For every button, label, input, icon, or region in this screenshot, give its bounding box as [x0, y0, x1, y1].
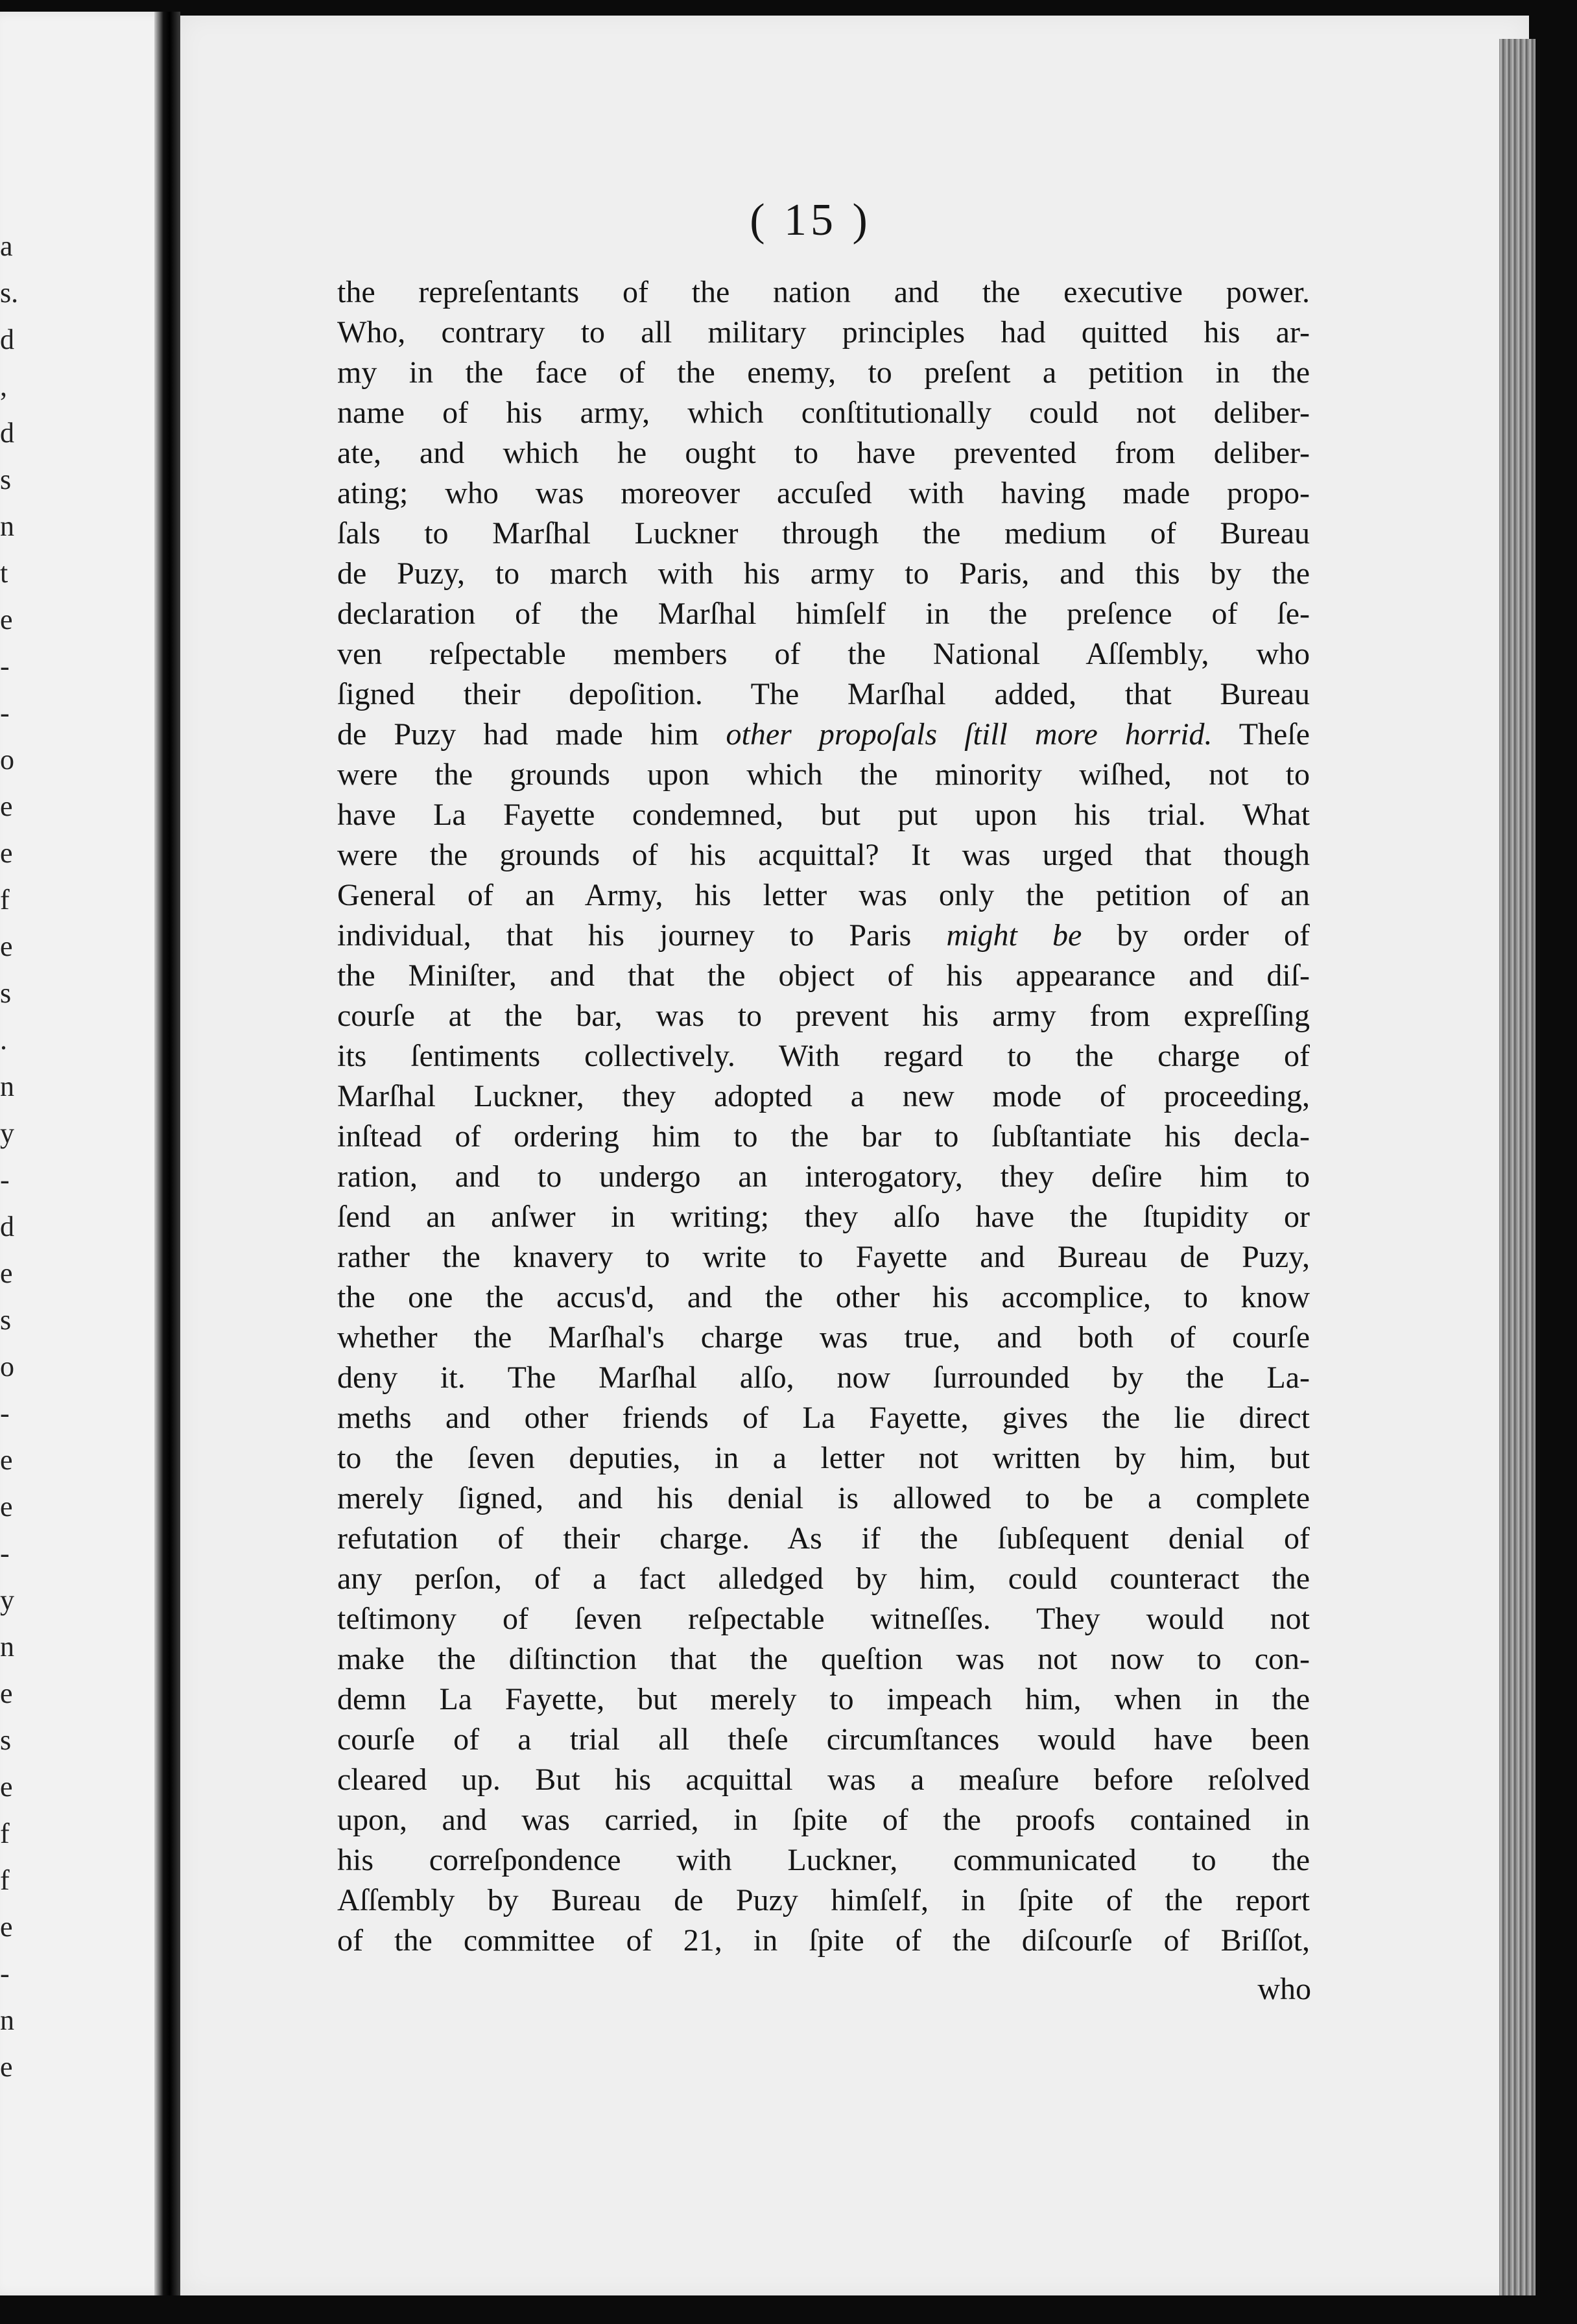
text-line: declaration of the Marſhal himſelf in the preſence of ſe- [337, 597, 1310, 631]
text-line: were the grounds of his acquittal? It was urged that though [337, 838, 1310, 872]
text-line: courſe of a trial all theſe circumſtances would have been [337, 1722, 1310, 1757]
text-line: de Puzy had made him other propoſals ſtill more horrid. Theſe [337, 717, 1310, 752]
facing-page-fragment: o [0, 744, 14, 776]
facing-page-fragment: d [0, 324, 14, 355]
text-line: make the diſtinction that the queſtion was not now to con- [337, 1642, 1310, 1676]
facing-page-fragment: d [0, 1211, 14, 1242]
text-line: ven reſpectable members of the National Aſſembly, who [337, 637, 1310, 671]
text-line: General of an Army, his letter was only the petition of an [337, 878, 1310, 912]
facing-page-fragment: n [0, 510, 14, 542]
facing-page-fragment: - [0, 1164, 10, 1196]
text-line: any perſon, of a fact alledged by him, could counteract the [337, 1561, 1310, 1596]
book-gutter [154, 12, 180, 2295]
italic-phrase: might be [946, 918, 1082, 953]
text-line: demn La Fayette, but merely to impeach him, when in the [337, 1682, 1310, 1716]
text-line: my in the face of the enemy, to preſent a petition in the [337, 355, 1310, 390]
facing-page-fragment: - [0, 1958, 10, 1989]
text-line: have La Fayette condemned, but put upon his trial. What [337, 798, 1310, 832]
text-line: teſtimony of ſeven reſpectable witneſſes. They would not [337, 1602, 1310, 1636]
text-line: upon, and was carried, in ſpite of the proofs contained in [337, 1803, 1310, 1837]
facing-page-fragment: n [0, 1631, 14, 1663]
facing-page-fragment: s. [0, 277, 19, 309]
facing-page-fragment: e [0, 790, 13, 822]
text-line: individual, that his journey to Paris might be by order of [337, 918, 1310, 953]
facing-page-fragment: n [0, 2004, 14, 2036]
facing-page-fragment: n [0, 1071, 14, 1102]
page-number: ( 15 ) [750, 195, 872, 245]
facing-page-fragment: f [0, 1818, 10, 1849]
text-line: the repreſentants of the nation and the executive power. [337, 275, 1310, 309]
text-line: the one the accus'd, and the other his accomplice, to know [337, 1280, 1310, 1314]
text-line: whether the Marſhal's charge was true, and both of courſe [337, 1320, 1310, 1355]
text-line: its ſentiments collectively. With regard to the charge of [337, 1039, 1310, 1073]
facing-page-fragment: - [0, 697, 10, 729]
text-line: Marſhal Luckner, they adopted a new mode of proceeding, [337, 1079, 1310, 1113]
facing-page-fragment: - [0, 650, 10, 682]
facing-page-fragment: s [0, 1724, 12, 1756]
facing-page-fragment: e [0, 604, 13, 635]
facing-page-fragment: d [0, 417, 14, 449]
text-line: to the ſeven deputies, in a letter not written by him, but [337, 1441, 1310, 1475]
text-line: the Miniſter, and that the object of his appearance and diſ- [337, 958, 1310, 993]
text-line: rather the knavery to write to Fayette and Bureau de Puzy, [337, 1240, 1310, 1274]
facing-page-fragment: e [0, 1911, 13, 1943]
text-line: cleared up. But his acquittal was a meaſure before reſolved [337, 1762, 1310, 1797]
text-line: de Puzy, to march with his army to Paris, and this by the [337, 556, 1310, 591]
italic-phrase: other propoſals ſtill more horrid. [726, 717, 1213, 752]
catchword: who [1257, 1972, 1311, 2006]
facing-page [0, 12, 179, 2295]
facing-page-fragment: f [0, 1864, 10, 1896]
facing-page-fragment: s [0, 977, 12, 1009]
text-line: ſigned their depoſition. The Marſhal added, that Bureau [337, 677, 1310, 711]
text-line: meths and other friends of La Fayette, gives the lie direct [337, 1401, 1310, 1435]
facing-page-fragment: . [0, 1024, 7, 1056]
text-line: ating; who was moreover accuſed with having made propo- [337, 476, 1310, 510]
text-line: ate, and which he ought to have prevented from deliber- [337, 436, 1310, 470]
text-line: Who, contrary to all military principles had quitted his ar- [337, 315, 1310, 350]
facing-page-fragment: s [0, 1304, 12, 1336]
facing-page-fragment: e [0, 931, 13, 962]
text-line: ſals to Marſhal Luckner through the medium of Bureau [337, 516, 1310, 551]
facing-page-fragment: y [0, 1117, 14, 1149]
facing-page-fragment: - [0, 1537, 10, 1569]
facing-page-fragment: e [0, 1444, 13, 1476]
facing-page-fragment: y [0, 1584, 14, 1616]
facing-page-fragment: e [0, 1257, 13, 1289]
text-line: of the committee of 21, in ſpite of the diſcourſe of Briſſot, [337, 1923, 1310, 1958]
facing-page-fragment: e [0, 1771, 13, 1803]
page-edge [1499, 39, 1536, 2295]
facing-page-fragment: - [0, 1397, 10, 1429]
facing-page-fragment: e [0, 837, 13, 869]
text-line: merely ſigned, and his denial is allowed to be a complete [337, 1481, 1310, 1515]
facing-page-fragment: a [0, 230, 13, 262]
facing-page-fragment: e [0, 2051, 13, 2083]
facing-page-fragment: e [0, 1678, 13, 1709]
facing-page-fragment: t [0, 557, 8, 589]
facing-page-fragment: , [0, 370, 7, 402]
text-line: inſtead of ordering him to the bar to ſubſtantiate his decla- [337, 1119, 1310, 1154]
facing-page-fragment: e [0, 1491, 13, 1523]
text-line: name of his army, which conſtitutionally could not deliber- [337, 396, 1310, 430]
text-line: deny it. The Marſhal alſo, now ſurrounded by the La- [337, 1360, 1310, 1395]
facing-page-fragment: s [0, 464, 12, 495]
text-line: courſe at the bar, was to prevent his army from expreſſing [337, 999, 1310, 1033]
facing-page-fragment: o [0, 1351, 14, 1382]
facing-page-fragment: f [0, 884, 10, 916]
text-line: refutation of their charge. As if the ſubſequent denial of [337, 1521, 1310, 1556]
text-line: his correſpondence with Luckner, communicated to the [337, 1843, 1310, 1877]
text-line: ration, and to undergo an interogatory, they deſire him to [337, 1159, 1310, 1194]
body-text [337, 272, 1310, 1961]
text-line: were the grounds upon which the minority wiſhed, not to [337, 757, 1310, 792]
text-line: ſend an anſwer in writing; they alſo have the ſtupidity or [337, 1200, 1310, 1234]
text-line: Aſſembly by Bureau de Puzy himſelf, in ſpite of the report [337, 1883, 1310, 1917]
